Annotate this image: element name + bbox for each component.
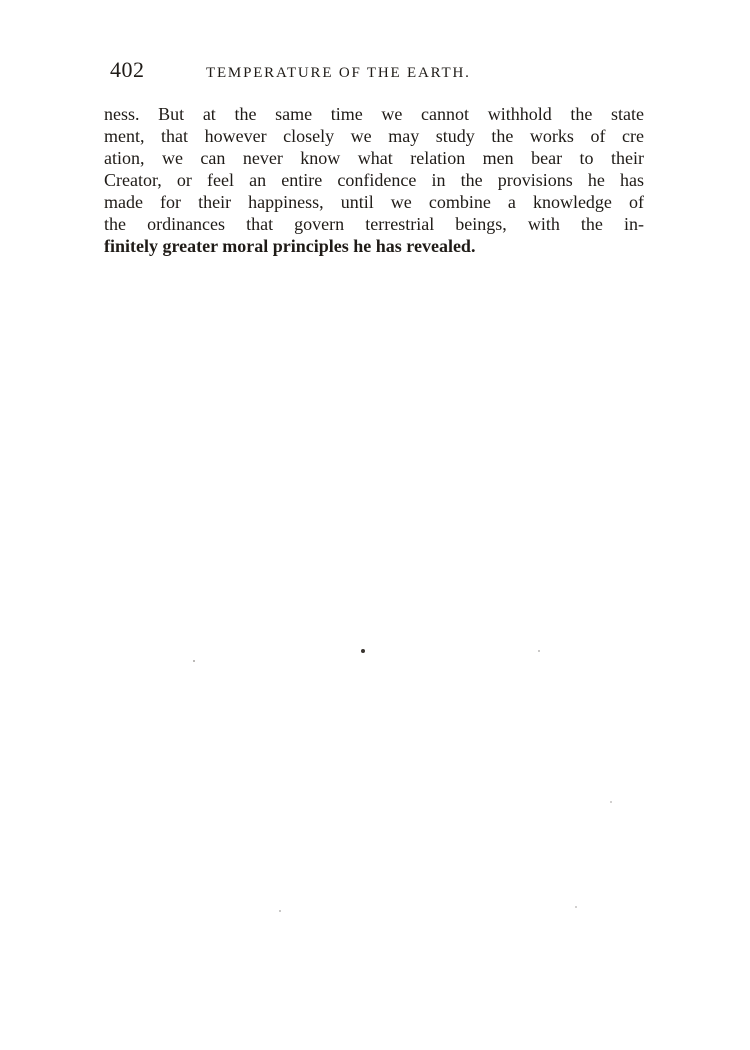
text-line: ness. But at the same time we cannot withhold the state	[104, 104, 644, 124]
page-number: 402	[110, 57, 145, 82]
text-line: made for their happiness, until we combine a knowledge of	[104, 192, 644, 212]
text-line: Creator, or feel an entire confidence in the provisions he has	[104, 170, 644, 190]
ink-speck	[193, 660, 195, 662]
ink-speck	[575, 906, 577, 908]
running-title: TEMPERATURE OF THE EARTH.	[206, 65, 471, 81]
text-line: the ordinances that govern terrestrial beings, with the in-	[104, 214, 644, 234]
ink-speck	[610, 801, 612, 803]
text-line: ation, we can never know what relation men bear to their	[104, 148, 644, 168]
body-text	[104, 103, 644, 273]
ink-speck	[279, 910, 281, 912]
text-line: ment, that however closely we may study the works of cre	[104, 126, 644, 146]
page-header	[110, 58, 645, 86]
ink-speck	[361, 649, 365, 653]
text-line: finitely greater moral principles he has revealed.	[104, 236, 476, 256]
ink-speck	[538, 650, 540, 652]
